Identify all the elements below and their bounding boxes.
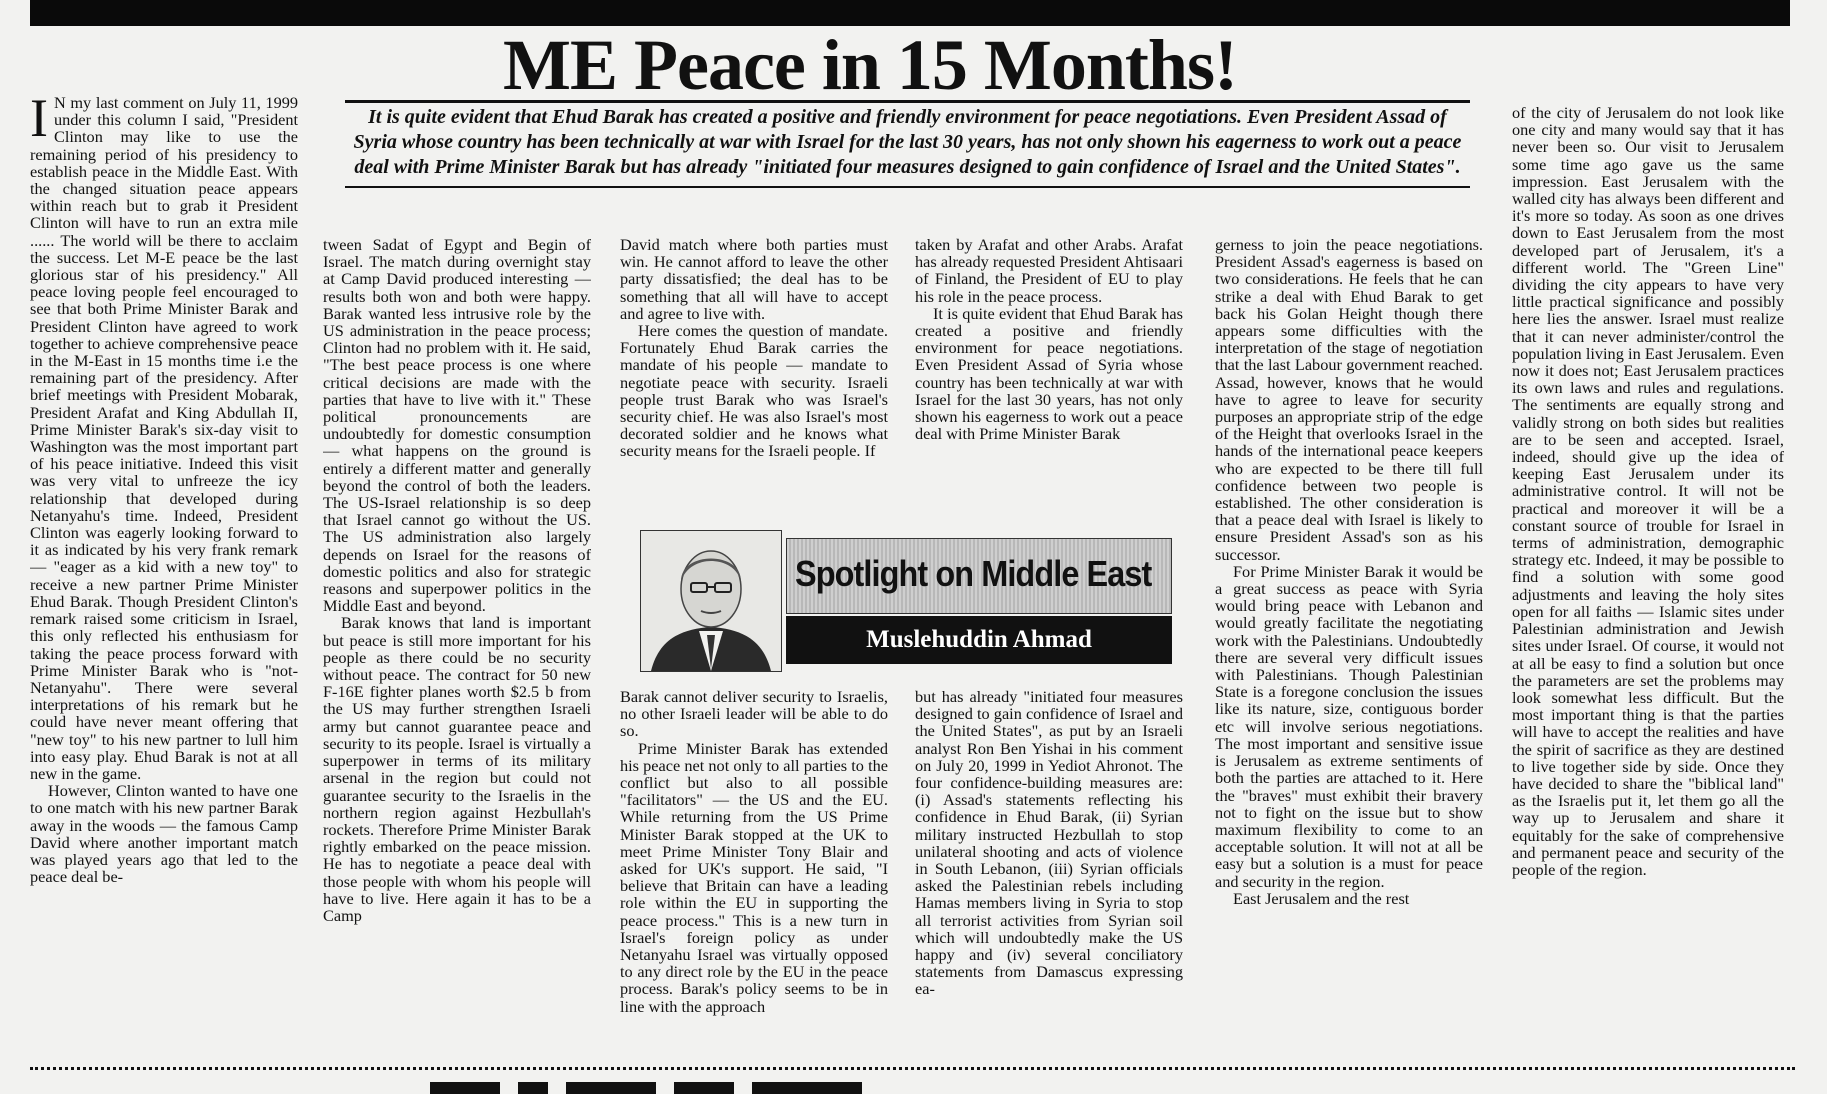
spotlight-title: Spotlight on Middle East <box>795 553 1152 594</box>
headline: ME Peace in 15 Months! <box>503 25 1237 105</box>
paragraph: taken by Arafat and other Arabs. Arafat has already requested President Ahtisaari of Finland, the President of EU to play his role in the peace process. <box>915 236 1183 306</box>
article-deck: It is quite evident that Ehud Barak has created a positive and friendly environment for peace negotiations. Even President Assad of Syria whose country has been technically at war with Israel for the last 30 years, has not only shown his eagerness to work out a peace deal with Prime Minister Barak but has already "initiated four measures designed to gain confidence of Israel and the United States". <box>345 100 1470 188</box>
paragraph: For Prime Minister Barak it would be a great success as peace with Syria would bring peace with Lebanon and would greatly facilitate the negotiating work with the Palestinians. Undoubtedly there are several very difficult issues with Palestinians. Though Palestinian State is a foregone conclusion the issues like its nature, size, contiguous border etc will involve serious negotiations. The most important and sensitive issue is Jerusalem as extreme sentiments of both the parties are attached to it. Here the "braves" must exhibit their bravery not to fight on the issue but to show maximum flexibility to come to an acceptable solution. It will not at all be easy but a solution is a must for peace and security in the region. <box>1215 561 1483 891</box>
paragraph: Prime Minister Barak has extended his peace net not only to all parties to the conflict but also to all possible "facilitators" — the US and the EU. While returning from the US Prime Minister Barak stopped at the UK to meet Prime Minister Tony Blair and asked for UK's support. He said, "I believe that Britain can have a leading role within the EU in supporting the peace process." This is a new turn in Israel's foreign policy as under Netanyahu Israel was virtually opposed to any direct role by the EU in the peace process. Barak's policy seems to be in line with the approach <box>620 738 888 1016</box>
paragraph: but has already "initiated four measures designed to gain confidence of Israel and the United States", as put by an Israeli analyst Ron Ben Yishai in his comment on July 20, 1999 in Yediot Ahronot. The four confidence-building measures are: (i) Assad's statements reflecting his confidence in Ehud Barak, (ii) Syrian military instructed Hezbullah to stop unilateral shooting and acts of violence in South Lebanon, (iii) Syrian officials asked the Palestinian rebels including Hamas members living in Syria to stop all terrorist activities from Syrian soil which will undoubtedly make the US happy and (iv) several conciliatory statements from Damascus expressing ea- <box>915 688 1183 999</box>
paragraph: David match where both parties must win. He cannot afford to leave the other party dissatisfied; the deal has to be something that all will have to accept and agree to live with. <box>620 236 888 323</box>
paragraph: Barak knows that land is important but peace is still more important for his people as there could be no security without peace. The contract for 50 new F-16E fighter planes worth $2.5 b from the US may further strengthen Israeli army but cannot guarantee peace and security to its people. Israel is virtually a superpower in terms of its military arsenal in the region but could not guarantee security to the Israelis in the northern region against Hezbullah's rockets. Therefore Prime Minister Barak rightly embarked on the peace mission. He has to negotiate a peace deal with those people with whom his people will have to live. Here again it has to be a Camp <box>323 613 591 925</box>
paragraph: gerness to join the peace negotiations. President Assad's eagerness is based on two considerations. He feels that he can strike a deal with Ehud Barak to get back his Golan Height though there appears some difficulties with the interpretation of the stage of negotiation that the last Labour government reached. Assad, however, knows that he would have to agree to leave for security purposes an appropriate strip of the edge of the Height that overlooks Israel in the hands of the international peace keepers who are expected to be there till full confidence between two people is established. The other consideration is that a peace deal with Israel is likely to ensure President Assad's son as his successor. <box>1215 236 1483 564</box>
author-byline: Muslehuddin Ahmad <box>786 616 1172 664</box>
column-3-top <box>620 236 888 514</box>
column-4-top <box>915 236 1183 514</box>
author-photo <box>640 530 782 672</box>
paragraph: However, Clinton wanted to have one to one match with his new partner Barak away in the woods — the famous Camp David where another important match was played years ago that led to the peace deal be- <box>30 781 298 887</box>
column-5 <box>1215 236 1483 1057</box>
paragraph: N my last comment on July 11, 1999 under this column I said, "President Clinton may like to use the remaining period of his presidency to establish peace in the Middle East. With the changed situation peace appears within reach but to grab it President Clinton will have to run an extra mile ...... The world will be there to acclaim the success. Let M-E peace be the last glorious star of his presidency." All peace loving people feel encouraged to see that both Prime Minister Barak and President Clinton have agreed to work together to achieve comprehensive peace in the M-East in 15 months time i.e the remaining part of the presidency. After brief meetings with President Mobarak, President Arafat and King Abdullah II, Prime Minister Barak's six-day visit to Washington was the most important part of his peace initiative. Indeed this visit was very vital to unfreeze the icy relationship that developed during Netanyahu's time. Indeed, President Clinton was eagerly looking forward to it as indicated by his very frank remark — "eager as a kid with a new toy" to receive a new partner Prime Minister Ehud Barak. Though President Clinton's remark raised some criticism in Israel, this only reflected his enthusiasm for taking the peace process forward with Prime Minister Barak who is "not-Netanyahu". There were several interpretations of his remark but he could have never meant offering that "new toy" to his new partner to lull him into easy play. Ehud Barak is not at all new in the game. <box>30 94 298 783</box>
column-logo <box>640 530 1170 674</box>
paragraph: tween Sadat of Egypt and Begin of Israel. The match during overnight stay at Camp David produced interesting — results both won and both were happy. Barak wanted less intrusive role by the US administration in the peace process; Clinton had no problem with it. He said, "The best peace process is one where critical decisions are made with the parties that have to live with it." These political pronouncements are undoubtedly for domestic consumption — what happens on the ground is entirely a different matter and generally beyond the control of both the leaders. The US-Israel relationship is so deep that Israel cannot go without the US. The US administration also largely depends on Israel for the reasons of domestic politics and also for strategic reasons and superpower politics in the Middle East and beyond. <box>323 236 591 616</box>
next-article-headline-fragment <box>430 1082 1130 1094</box>
drop-cap: I <box>30 94 48 148</box>
paragraph: It is quite evident that Ehud Barak has created a positive and friendly environment for peace negotiations. Even President Assad of Syria whose country has been technically at war with Israel for the last 30 years, has not only shown his eagerness to work out a peace deal with Prime Minister Barak <box>915 303 1183 444</box>
paragraph: of the city of Jerusalem do not look like one city and many would say that it has never been so. Our visit to Jerusalem some time ago gave us the same impression. East Jerusalem with the walled city has always been different and it's more so today. As soon as one drives down to East Jerusalem from the most developed part of Jerusalem, it's a different world. The "Green Line" dividing the city appears to have very little practical significance and possibly here lies the answer. Israel must realize that it can never administer/control the population living in East Jerusalem. Even now it does not; East Jerusalem practices its own laws and rules and regulations. The sentiments are equally strong and validly strong on both sides but realities are to be seen and accepted. Israel, indeed, should give up the idea of keeping East Jerusalem under its administrative control. It will not be practical and moreover it will be a constant source of trouble for Israel in terms of administration, demographic strategy etc. Indeed, it may be possible to find a solution with some good adjustments and leaving the holy sites open for all faiths — Islamic sites under Palestinian administration and Jewish sites under Israel. Of course, it would not at all be easy to find a solution but once the parameters are set the problems may look somewhat less difficult. But the most important thing is that the parties will have to accept the realities and have the spirit of sacrifice as they are destined to live together side by side. Once they have decided to share the "biblical land" as the Israelis put it, let them go all the way up to Jerusalem and share it equitably for the sake of comprehensive and permanent peace and security of the people of the region. <box>1512 104 1784 879</box>
paragraph: East Jerusalem and the rest <box>1233 888 1410 908</box>
column-1 <box>30 94 298 1057</box>
column-3-bottom <box>620 688 888 1057</box>
bottom-rule <box>30 1067 1795 1074</box>
paragraph: Here comes the question of mandate. Fortunately Ehud Barak carries the mandate of his people — mandate to negotiate peace with security. Israeli people trust Barak who was Israel's security chief. He was also Israel's most decorated soldier and he knows what security means for the Israeli people. If <box>620 321 888 461</box>
column-6 <box>1512 104 1784 1057</box>
paragraph: Barak cannot deliver security to Israelis, no other Israeli leader will be able to do so. <box>620 688 888 741</box>
spotlight-banner <box>786 538 1172 614</box>
column-2 <box>323 236 591 1057</box>
column-4-bottom <box>915 688 1183 1057</box>
author-portrait-icon <box>641 531 781 671</box>
